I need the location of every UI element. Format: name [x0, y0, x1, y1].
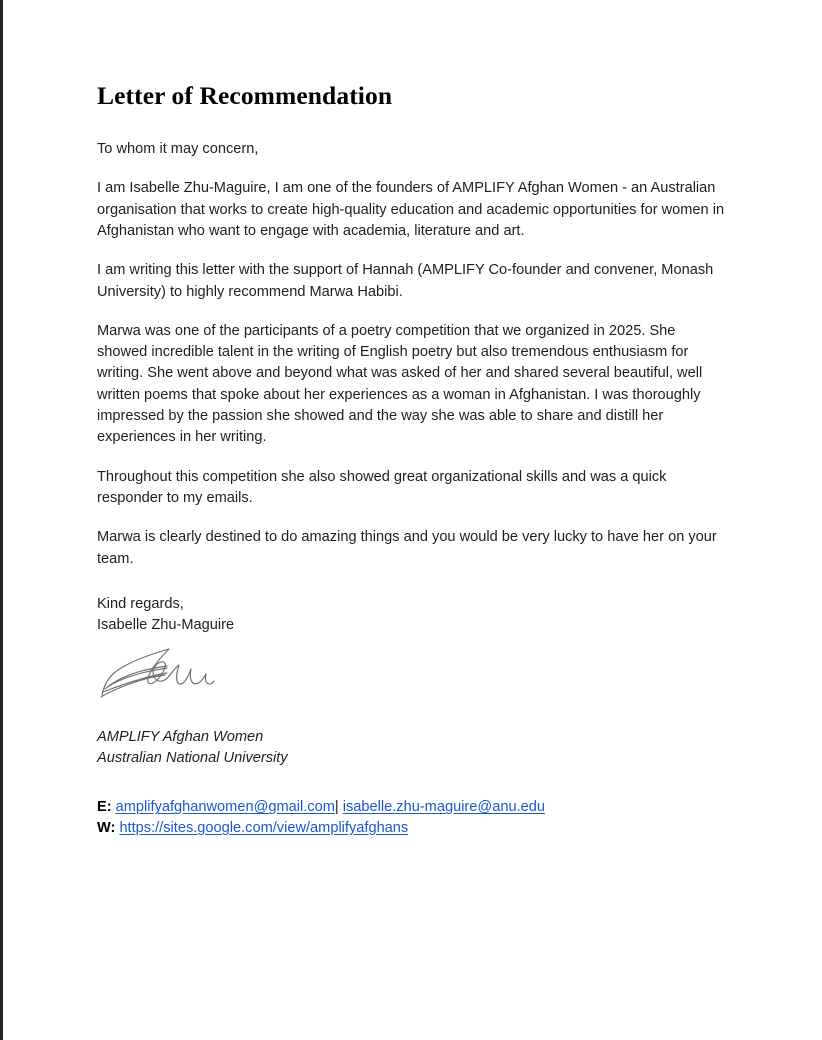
letter-body	[97, 0, 727, 838]
spacer	[97, 242, 727, 260]
email-link-primary[interactable]: amplifyafghanwomen@gmail.com	[115, 799, 335, 816]
affiliation-university: Australian National University	[97, 749, 288, 766]
paragraph-intro: I am Isabelle Zhu-Maguire, I am one of the founders of AMPLIFY Afghan Women - an Australian organisation that works to create high-quality education and academic opportunities for women in Afghanistan who want to engage with academia, literature and art.	[97, 180, 725, 239]
signature-image	[97, 645, 277, 699]
page-title: Letter of Recommendation	[97, 81, 393, 110]
email-link-secondary[interactable]: isabelle.zhu-maguire@anu.edu	[342, 799, 545, 816]
email-label: E:	[97, 799, 112, 816]
website-label: W:	[97, 819, 116, 836]
contact-website-line	[97, 818, 727, 839]
website-link[interactable]: https://sites.google.com/view/amplifyafghans	[119, 819, 409, 836]
spacer	[97, 699, 727, 727]
spacer	[97, 160, 727, 178]
closing-regards: Kind regards,	[97, 595, 184, 612]
paragraph-competition: Marwa was one of the participants of a poetry competition that we organized in 2025. She showed incredible talent in the writing of English poetry but also tremendous enthusiasm for writing. She went above and beyond what was asked of her and shared several beautiful, well written poems that spoke about her experiences as a woman in Afghanistan. I was thoroughly impressed by the passion she showed and the way she was able to share and distill her experiences in her writing.	[97, 322, 703, 446]
affiliation-organisation: AMPLIFY Afghan Women	[97, 729, 264, 746]
spacer	[97, 303, 727, 321]
signer-name: Isabelle Zhu-Maguire	[97, 617, 235, 634]
page-left-edge-stripe	[0, 0, 3, 1040]
paragraph-skills: Throughout this competition she also showed great organizational skills and was a quick responder to my emails.	[97, 468, 667, 506]
paragraph-support: I am writing this letter with the support of Hannah (AMPLIFY Co-founder and convener, Monash University) to highly recommend Marwa Habibi.	[97, 262, 714, 300]
spacer	[97, 110, 727, 139]
salutation: To whom it may concern,	[97, 141, 259, 158]
paragraph-conclusion: Marwa is clearly destined to do amazing things and you would be very lucky to have her on your team.	[97, 529, 717, 567]
spacer	[97, 570, 727, 594]
contact-email-line	[97, 797, 727, 818]
spacer	[97, 449, 727, 467]
spacer	[97, 768, 727, 797]
spacer	[97, 509, 727, 527]
contact-separator: |	[334, 799, 339, 816]
